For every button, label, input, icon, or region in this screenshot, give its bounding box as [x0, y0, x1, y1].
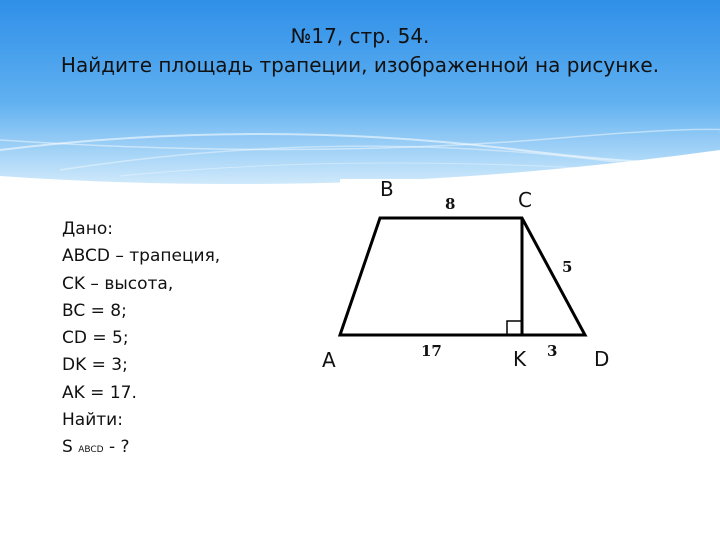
length-kd-label: 3: [547, 342, 558, 360]
given-line: DK = 3;: [62, 355, 128, 376]
given-line: AK = 17.: [62, 382, 137, 403]
vertex-a-label: A: [322, 348, 336, 372]
given-line: CK – высота,: [62, 273, 174, 294]
given-line: CD = 5;: [62, 328, 129, 349]
find-subscript: ABCD: [78, 445, 104, 456]
find-prefix: S: [62, 437, 73, 458]
given-line: BC = 8;: [62, 300, 127, 321]
given-block: [62, 216, 220, 465]
slide-title-task: Найдите площадь трапеции, изображенной на рисунке.: [60, 53, 660, 77]
vertex-b-label: B: [380, 177, 394, 201]
trapezoid-figure: [300, 165, 640, 380]
slide-title-number: №17, стр. 54.: [290, 24, 430, 48]
title-banner: [0, 0, 720, 190]
vertex-d-label: D: [594, 347, 610, 371]
find-heading: Найти:: [62, 410, 123, 431]
figure-backdrop: [340, 179, 636, 374]
length-cd-label: 5: [562, 258, 573, 276]
given-line: ABCD – трапеция,: [62, 246, 221, 267]
vertex-k-label: K: [513, 347, 527, 371]
length-ak-label: 17: [421, 342, 442, 360]
vertex-c-label: C: [518, 188, 532, 212]
find-line: [62, 434, 220, 464]
find-suffix: - ?: [103, 437, 130, 458]
length-bc-label: 8: [445, 195, 456, 213]
given-heading: Дано:: [62, 219, 113, 239]
